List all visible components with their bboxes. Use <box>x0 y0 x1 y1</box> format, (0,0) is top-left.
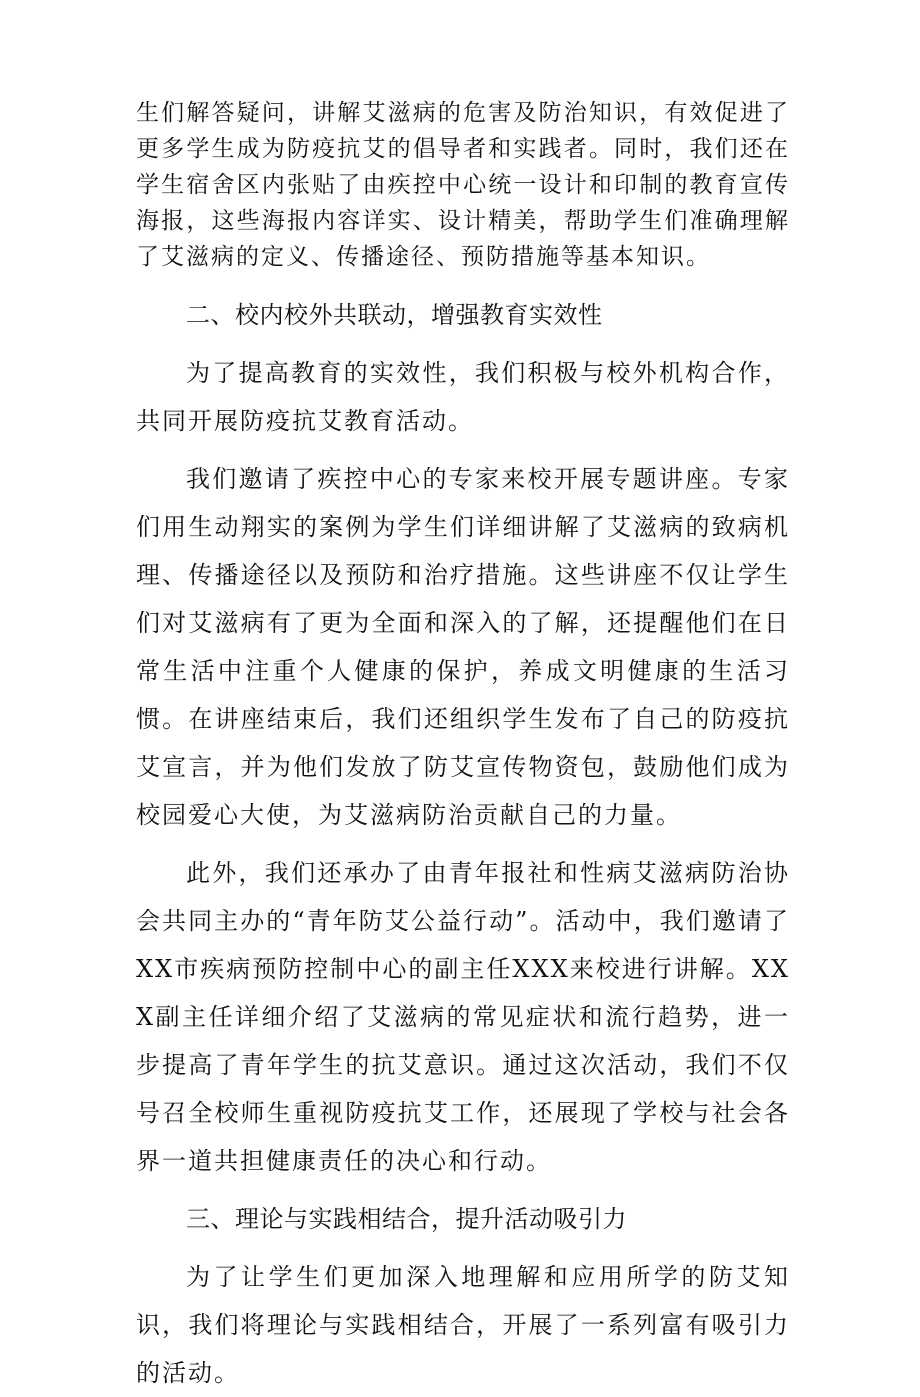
paragraph-cooperation: 为了提高教育的实效性，我们积极与校外机构合作，共同开展防疫抗艾教育活动。 <box>136 359 790 435</box>
paragraph-lecture: 我们邀请了疾控中心的专家来校开展专题讲座。专家们用生动翔实的案例为学生们详细讲解了艾滋病的致病机理、传播途径以及预防和治疗措施。这些讲座不仅让学生们对艾滋病有了更为全面和深入的了解，还提醒他们在日常生活中注重个人健康的保护，养成文明健康的生活习惯。在讲座结束后，我们还组织学生发布了自己的防疫抗艾宣言，并为他们发放了防艾宣传物资包，鼓励他们成为校园爱心大使，为艾滋病防治贡献自己的力量。 <box>136 465 790 829</box>
paragraph-public-action: 此外，我们还承办了由青年报社和性病艾滋病防治协会共同主办的“青年防艾公益行动”。活动中，我们邀请了XX市疾病预防控制中心的副主任XXX来校进行讲解。XXX副主任详细介绍了艾滋病的常见症状和流行趋势，进一步提高了青年学生的抗艾意识。通过这次活动，我们不仅号召全校师生重视防疫抗艾工作，还展现了学校与社会各界一道共担健康责任的决心和行动。 <box>136 859 790 1175</box>
section-heading-2: 二、校内校外共联动，增强教育实效性 <box>186 301 603 329</box>
paragraph-practice: 为了让学生们更加深入地理解和应用所学的防艾知识，我们将理论与实践相结合，开展了一系列富有吸引力的活动。 <box>136 1263 790 1387</box>
paragraph-continuation: 生们解答疑问，讲解艾滋病的危害及防治知识，有效促进了更多学生成为防疫抗艾的倡导者和实践者。同时，我们还在学生宿舍区内张贴了由疾控中心统一设计和印制的教育宣传海报，这些海报内容详实、设计精美，帮助学生们准确理解了艾滋病的定义、传播途径、预防措施等基本知识。 <box>136 100 790 270</box>
section-heading-3: 三、理论与实践相结合，提升活动吸引力 <box>186 1205 627 1233</box>
